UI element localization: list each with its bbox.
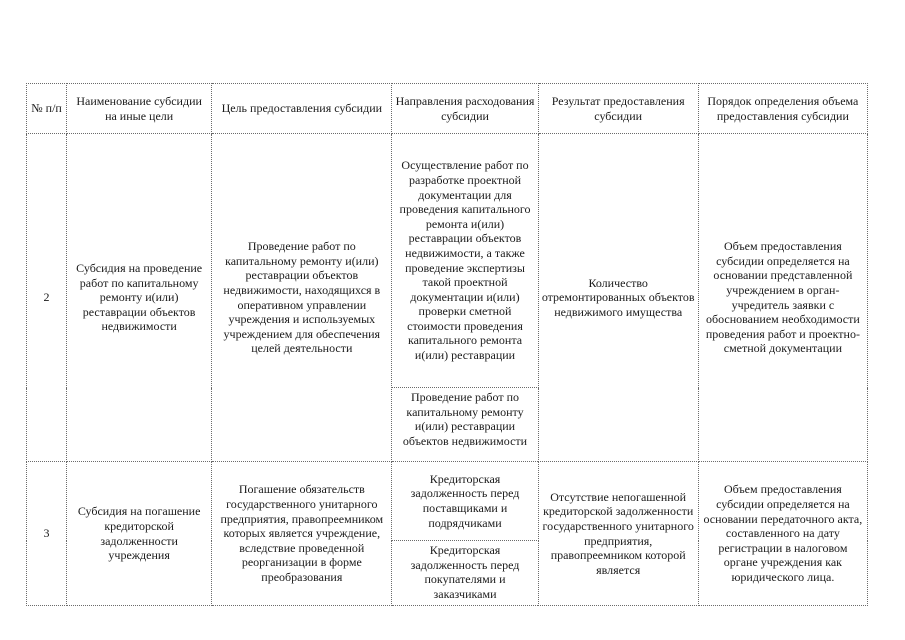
header-directions: Направления расходования субсидии bbox=[392, 84, 538, 134]
subsidy-result: Количество отремонтированных объектов недвижимого имущества bbox=[538, 134, 698, 462]
subsidy-table bbox=[26, 83, 868, 606]
subsidy-direction: Осуществление работ по разработке проектной документации для проведения капитального ремонта и(или) реставрации объектов недвижимости, а также проведение экспертизы такой проектной документации и(или) проверки сметной стоимости проведения капитального ремонта и(или) реставрации bbox=[392, 134, 538, 388]
table-row bbox=[27, 462, 868, 541]
row-number: 3 bbox=[27, 462, 67, 606]
subsidy-procedure: Объем предоставления субсидии определяется на основании представленной учреждением в орган-учредитель заявки с обоснованием необходимости проведения работ и проектно-сметной документации bbox=[698, 134, 867, 462]
subsidy-direction: Проведение работ по капитальному ремонту и(или) реставрации объектов недвижимости bbox=[392, 388, 538, 462]
subsidy-purpose: Погашение обязательств государственного унитарного предприятия, правопреемником которых является учреждение, вследствие проведенной реорганизации в форме преобразования bbox=[212, 462, 392, 606]
table-row bbox=[27, 134, 868, 388]
subsidy-purpose: Проведение работ по капитальному ремонту и(или) реставрации объектов недвижимости, находящихся в оперативном управлении учреждения и используемых учреждением для обеспечения целей деятельности bbox=[212, 134, 392, 462]
header-result: Результат предоставления субсидии bbox=[538, 84, 698, 134]
table-header-row bbox=[27, 84, 868, 134]
header-num: № п/п bbox=[27, 84, 67, 134]
subsidy-direction: Кредиторская задолженность перед покупателями и заказчиками bbox=[392, 541, 538, 606]
subsidy-name: Субсидия на проведение работ по капитальному ремонту и(или) реставрации объектов недвижимости bbox=[67, 134, 212, 462]
subsidy-direction: Кредиторская задолженность перед поставщиками и подрядчиками bbox=[392, 462, 538, 541]
header-name: Наименование субсидии на иные цели bbox=[67, 84, 212, 134]
row-number: 2 bbox=[27, 134, 67, 462]
header-procedure: Порядок определения объема предоставления субсидии bbox=[698, 84, 867, 134]
header-purpose: Цель предоставления субсидии bbox=[212, 84, 392, 134]
subsidy-result: Отсутствие непогашенной кредиторской задолженности государственного унитарного предприятия, правопреемником которой является bbox=[538, 462, 698, 606]
subsidy-procedure: Объем предоставления субсидии определяется на основании передаточного акта, составленного на дату регистрации в налоговом органе учреждения как юридического лица. bbox=[698, 462, 867, 606]
subsidy-name: Субсидия на погашение кредиторской задолженности учреждения bbox=[67, 462, 212, 606]
